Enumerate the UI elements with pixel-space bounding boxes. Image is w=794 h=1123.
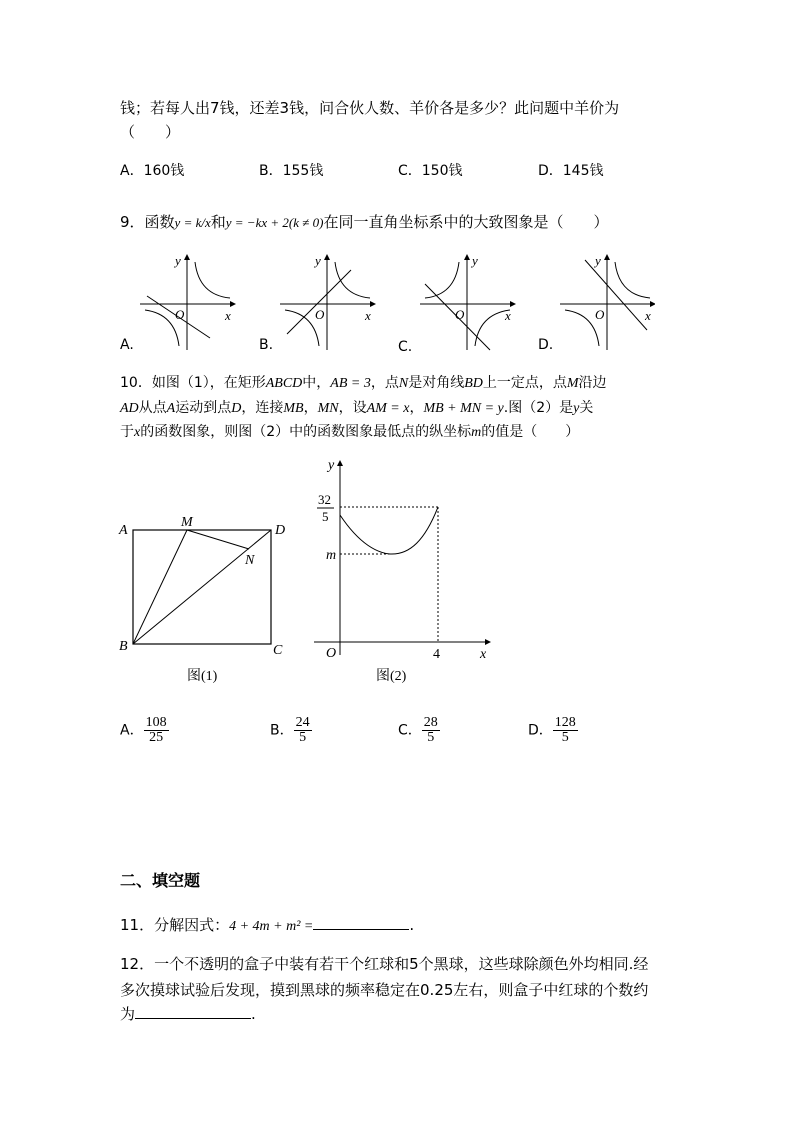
origin-label: O bbox=[595, 307, 605, 322]
q10-line1 bbox=[120, 373, 607, 394]
q8-line2: （ ） bbox=[120, 123, 181, 141]
q9-graph-b bbox=[280, 253, 375, 350]
q12-answer-blank[interactable] bbox=[135, 1018, 251, 1019]
q10-math: MB bbox=[283, 401, 304, 416]
q10-math: D bbox=[231, 401, 242, 416]
q12-suffix: . bbox=[251, 1005, 256, 1023]
q10-option-a bbox=[120, 716, 169, 745]
denominator: 5 bbox=[427, 730, 435, 745]
hyperbola-branch bbox=[615, 262, 650, 298]
origin-label: O bbox=[326, 646, 337, 661]
option-fraction bbox=[422, 716, 440, 745]
figure1-caption: 图(1) bbox=[187, 669, 218, 684]
option-fraction bbox=[144, 716, 169, 745]
q10-text: ，连接 bbox=[241, 400, 284, 416]
y-label: y bbox=[175, 253, 181, 268]
origin-label: O bbox=[315, 307, 325, 322]
hyperbola-branch bbox=[335, 262, 370, 298]
y0-numerator: 32 bbox=[318, 492, 331, 507]
hyperbola-branch bbox=[285, 310, 319, 346]
q10-text: 沿边 bbox=[578, 375, 607, 391]
q10-text: ，设 bbox=[338, 400, 367, 416]
q12-prefix: 为 bbox=[120, 1005, 136, 1023]
q9-graphs bbox=[115, 250, 655, 360]
x-label: x bbox=[645, 308, 651, 323]
origin-label: O bbox=[455, 307, 465, 322]
y-label: y bbox=[472, 253, 478, 268]
numerator: 108 bbox=[145, 715, 167, 730]
origin-label: O bbox=[175, 307, 185, 322]
q10-math: N bbox=[398, 376, 409, 391]
option-fraction bbox=[553, 716, 578, 745]
label-c: C bbox=[273, 643, 283, 658]
q10-line3 bbox=[120, 422, 579, 443]
q9-option-b: B. bbox=[259, 337, 274, 353]
y-label: y bbox=[595, 253, 601, 268]
q10-text: .图（2）是 bbox=[503, 400, 574, 416]
q8-option-c: C．150钱 bbox=[398, 163, 463, 179]
q11-expression: 4 + 4m + m² = bbox=[229, 919, 314, 934]
y0-denominator: 5 bbox=[322, 509, 329, 524]
hyperbola-branch bbox=[145, 310, 179, 346]
q9-option-a: A. bbox=[120, 337, 134, 353]
label-a: A bbox=[119, 523, 128, 538]
q10-option-c bbox=[398, 716, 440, 745]
label-b: B bbox=[119, 639, 128, 654]
hyperbola-branch bbox=[195, 262, 230, 298]
q10-math: M bbox=[566, 376, 579, 391]
x-label: x bbox=[225, 308, 231, 323]
q10-option-d bbox=[528, 716, 578, 745]
numerator: 24 bbox=[295, 715, 310, 730]
q9-mid: 和 bbox=[210, 213, 226, 231]
q10-math: y bbox=[573, 401, 580, 416]
q10-text: 从点 bbox=[138, 400, 167, 416]
section-heading: 二、填空题 bbox=[120, 871, 201, 890]
q10-math: AM = x bbox=[366, 401, 410, 416]
q10-line2 bbox=[120, 398, 593, 419]
x-label: x bbox=[505, 308, 511, 323]
q10-math: m bbox=[471, 425, 482, 440]
q10-text: ，点 bbox=[370, 375, 399, 391]
x-label: x bbox=[480, 647, 487, 662]
function-curve bbox=[340, 507, 438, 554]
q12-line1: 12．一个不透明的盒子中装有若干个红球和5个黑球，这些球除颜色外均相同.经 bbox=[120, 955, 649, 973]
q9-suffix: 在同一直角坐标系中的大致图象是（ ） bbox=[323, 213, 609, 231]
denominator: 25 bbox=[149, 730, 164, 745]
segment-mn bbox=[187, 530, 249, 549]
q10-math: ABCD bbox=[265, 376, 303, 391]
q11-prefix: 11．分解因式： bbox=[120, 916, 230, 934]
q9-graph-d bbox=[560, 253, 655, 350]
q11 bbox=[120, 915, 414, 937]
option-letter: C． bbox=[398, 722, 422, 739]
q10-text: 是对角线 bbox=[408, 375, 465, 391]
numerator: 28 bbox=[423, 715, 438, 730]
segment-mb bbox=[133, 530, 187, 644]
label-d: D bbox=[275, 523, 286, 538]
q10-text: 关 bbox=[579, 400, 594, 416]
q9-stem bbox=[120, 212, 608, 233]
q10-text: 10．如图（1），在矩形 bbox=[120, 375, 266, 391]
option-letter: D． bbox=[528, 722, 553, 739]
q10-math: x bbox=[134, 425, 141, 440]
line-graph bbox=[287, 270, 351, 334]
q10-text: ， bbox=[409, 400, 424, 416]
option-fraction bbox=[294, 716, 312, 745]
label-m: M bbox=[181, 515, 193, 530]
q10-text: 中， bbox=[302, 375, 331, 391]
y-label: y bbox=[315, 253, 321, 268]
q8-line1: 钱；若每人出7钱，还差3钱，问合伙人数、羊价各是多少？此问题中羊价为 bbox=[120, 99, 620, 117]
q10-figure2 bbox=[310, 455, 510, 690]
x-label: x bbox=[365, 308, 371, 323]
q9-graph-c bbox=[420, 253, 515, 350]
q10-option-b bbox=[270, 716, 312, 745]
option-letter: A． bbox=[120, 722, 144, 739]
q9-option-d: D. bbox=[538, 337, 554, 353]
q8-option-a: A．160钱 bbox=[120, 163, 185, 179]
q9-eq2: y = −kx + 2(k ≠ 0) bbox=[225, 215, 324, 230]
q10-math: BD bbox=[464, 376, 483, 391]
q10-math: A bbox=[166, 401, 176, 416]
figure2-caption: 图(2) bbox=[376, 669, 407, 684]
m-label: m bbox=[326, 548, 337, 563]
q10-math: MB + MN = y bbox=[423, 401, 504, 416]
numerator: 128 bbox=[554, 715, 576, 730]
q11-suffix: . bbox=[409, 916, 415, 934]
q9-eq1: y = k/x bbox=[174, 215, 211, 230]
four-label: 4 bbox=[433, 647, 440, 662]
hyperbola-branch bbox=[565, 310, 599, 346]
q10-figure1 bbox=[115, 510, 295, 690]
denominator: 5 bbox=[561, 730, 569, 745]
q8-option-b: B．155钱 bbox=[259, 163, 324, 179]
q9-option-c: C. bbox=[398, 339, 413, 355]
q10-text: 运动到点 bbox=[175, 400, 232, 416]
q10-text: 于 bbox=[120, 424, 134, 440]
diagonal-bd bbox=[133, 530, 271, 644]
y-label: y bbox=[328, 458, 335, 473]
hyperbola-branch bbox=[425, 262, 459, 298]
label-n: N bbox=[245, 553, 255, 568]
q8-option-d: D．145钱 bbox=[538, 163, 604, 179]
q12-line3 bbox=[120, 1004, 256, 1024]
q10-text: 上一定点，点 bbox=[482, 375, 567, 391]
option-letter: B． bbox=[270, 722, 294, 739]
q10-math: MN bbox=[317, 401, 339, 416]
q10-text: 的值是（ ） bbox=[481, 424, 580, 440]
q9-graph-a bbox=[140, 253, 235, 350]
q10-text: ， bbox=[303, 400, 318, 416]
denominator: 5 bbox=[299, 730, 307, 745]
q11-answer-blank[interactable] bbox=[313, 929, 409, 930]
q12-line2: 多次摸球试验后发现，摸到黑球的频率稳定在0.25左右，则盒子中红球的个数约 bbox=[120, 981, 649, 999]
q10-math: AD bbox=[120, 401, 139, 416]
q10-text: 的函数图象，则图（2）中的函数图象最低点的纵坐标 bbox=[140, 424, 472, 440]
q9-prefix: 9．函数 bbox=[120, 213, 175, 231]
q10-math: AB = 3 bbox=[330, 376, 371, 391]
